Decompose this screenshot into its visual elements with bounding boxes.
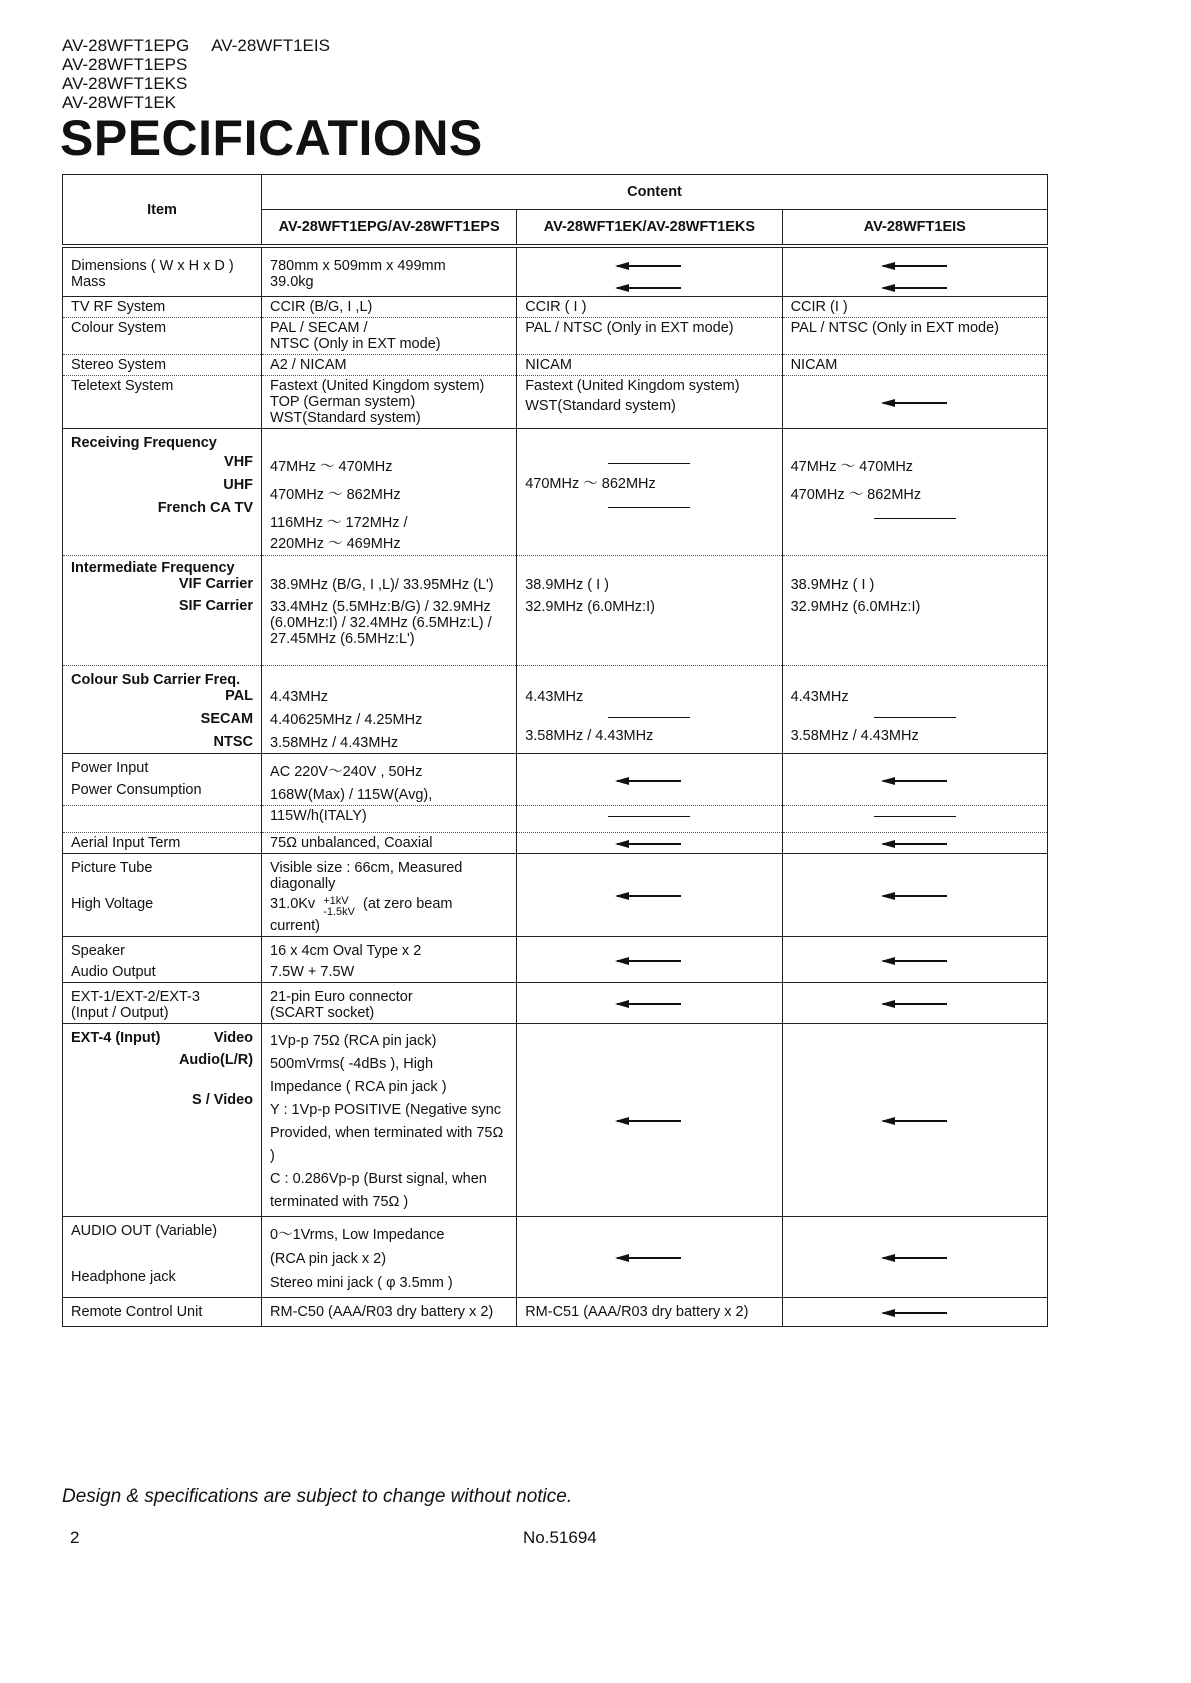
cell-value: (RCA pin jack x 2) [270, 1251, 387, 1267]
cell-value: 7.5W + 7.5W [270, 964, 355, 980]
cell-value: 38.9MHz (B/G, I ,L)/ 33.95MHz (L') [270, 577, 494, 593]
cell-value: 32.9MHz (6.0MHz:I) [525, 599, 655, 615]
table-row [63, 1024, 1048, 1217]
table-row [63, 1298, 1048, 1327]
table-row [63, 1217, 1048, 1298]
row-label: Power Consumption [71, 782, 202, 798]
table-row [63, 297, 1048, 318]
cell-value: 4.43MHz [790, 689, 849, 705]
cell-value: Fastext (United Kingdom system) [525, 378, 740, 394]
sub-label: PAL [225, 688, 254, 704]
page-title: SPECIFICATIONS [60, 110, 483, 166]
sub-label: SIF Carrier [178, 598, 254, 614]
cell-value: Stereo mini jack ( φ 3.5mm ) [270, 1275, 453, 1291]
same-as-left-arrow-icon [525, 1250, 773, 1264]
specifications-table [62, 174, 1048, 1327]
same-as-left-arrow-icon [791, 888, 1039, 902]
sub-label: VHF [224, 454, 254, 470]
same-as-left-arrow-icon [525, 1113, 773, 1127]
row-label: Mass [71, 274, 106, 290]
cell-value: (at zero beam [363, 896, 453, 912]
cell-value: 38.9MHz ( I ) [790, 577, 875, 593]
cell-value: 4.40625MHz / 4.25MHz [270, 712, 423, 728]
cell-value: NICAM [782, 355, 1047, 376]
row-label: Colour Sub Carrier Freq. [71, 672, 241, 688]
not-applicable-dash [608, 816, 690, 817]
row-label: High Voltage [71, 896, 154, 912]
row-label: Power Input [71, 760, 149, 776]
same-as-left-arrow-icon [791, 258, 1039, 272]
cell-value: WST(Standard system) [525, 398, 676, 414]
cell-value: RM-C51 (AAA/R03 dry battery x 2) [517, 1298, 782, 1327]
cell-value: CCIR ( I ) [517, 297, 782, 318]
row-label: Teletext System [63, 376, 262, 429]
not-applicable-dash [608, 463, 690, 464]
same-as-left-arrow-icon [791, 1113, 1039, 1127]
same-as-left-arrow-icon [525, 996, 773, 1010]
tolerance-minus: -1.5kV [323, 906, 356, 918]
sub-label: Video [213, 1030, 254, 1046]
table-row [63, 429, 1048, 556]
content-header: Content [262, 175, 1048, 210]
sub-label: SECAM [200, 711, 254, 727]
cell-value: 1Vp-p 75Ω (RCA pin jack) [270, 1033, 437, 1049]
table-row [63, 556, 1048, 666]
table-row [63, 318, 1048, 355]
row-label: Picture Tube [71, 860, 153, 876]
table-row [63, 983, 1048, 1024]
sub-label: Audio(L/R) [178, 1052, 254, 1068]
cell-value: CCIR (B/G, I ,L) [262, 297, 517, 318]
cell-value: NTSC (Only in EXT mode) [270, 336, 441, 352]
not-applicable-dash [874, 816, 956, 817]
cell-value: 32.9MHz (6.0MHz:I) [790, 599, 921, 615]
row-label: Stereo System [63, 355, 262, 376]
cell-value: PAL / NTSC (Only in EXT mode) [782, 318, 1047, 355]
cell-value: 168W(Max) / 115W(Avg), [270, 787, 433, 803]
cell-value: PAL / SECAM / [270, 320, 368, 336]
cell-value: current) [270, 918, 320, 934]
row-label: Remote Control Unit [63, 1298, 262, 1327]
document-number: No.51694 [523, 1528, 597, 1547]
cell-value: NICAM [517, 355, 782, 376]
model-name: AV-28WFT1EIS [211, 36, 330, 55]
cell-value: 115W/h(ITALY) [262, 806, 517, 833]
row-label: TV RF System [63, 297, 262, 318]
same-as-left-arrow-icon [791, 773, 1039, 787]
column-header-c: AV-28WFT1EIS [782, 210, 1047, 247]
cell-value: 75Ω unbalanced, Coaxial [262, 833, 517, 854]
table-row [63, 666, 1048, 754]
same-as-left-arrow-icon [791, 836, 1039, 850]
row-label: Intermediate Frequency [71, 560, 235, 576]
cell-value: RM-C50 (AAA/R03 dry battery x 2) [262, 1298, 517, 1327]
cell-value: A2 / NICAM [262, 355, 517, 376]
table-row [63, 376, 1048, 429]
same-as-left-arrow-icon [791, 1250, 1039, 1264]
table-row [63, 754, 1048, 806]
cell-value: 33.4MHz (5.5MHz:B/G) / 32.9MHz (6.0MHz:I) / 32.4MHz (6.5MHz:L) / 27.45MHz (6.5MHz:L') [270, 599, 492, 647]
cell-value: TOP (German system) [270, 394, 416, 410]
cell-value: 780mm x 509mm x 499mm [270, 258, 446, 274]
same-as-left-arrow-icon [525, 280, 773, 294]
cell-value: PAL / NTSC (Only in EXT mode) [517, 318, 782, 355]
sub-label: French CA TV [157, 500, 254, 516]
cell-value: Visible size : 66cm, Measured diagonally [270, 860, 463, 892]
model-name: AV-28WFT1EPG [62, 36, 190, 55]
column-header-a: AV-28WFT1EPG/AV-28WFT1EPS [262, 210, 517, 247]
table-row [63, 854, 1048, 937]
row-label: Dimensions ( W x H x D ) [71, 258, 234, 274]
row-label: (Input / Output) [71, 1005, 169, 1021]
cell-value: 4.43MHz [270, 689, 329, 705]
row-label: EXT-4 (Input) [71, 1030, 161, 1046]
sub-label: NTSC [213, 734, 254, 750]
same-as-left-arrow-icon [525, 953, 773, 967]
cell-value: AC 220V～240V , 50Hz [270, 764, 423, 780]
same-as-left-arrow-icon [791, 395, 1039, 409]
model-name: AV-28WFT1EK [62, 93, 176, 112]
model-name: AV-28WFT1EKS [62, 74, 188, 93]
cell-value: 16 x 4cm Oval Type x 2 [270, 943, 422, 959]
cell-value: 3.58MHz / 4.43MHz [790, 728, 919, 744]
not-applicable-dash [874, 717, 956, 718]
cell-value: 116MHz ～ 172MHz / [270, 515, 408, 531]
same-as-left-arrow-icon [525, 258, 773, 272]
same-as-left-arrow-icon [791, 953, 1039, 967]
same-as-left-arrow-icon [525, 773, 773, 787]
cell-value: 38.9MHz ( I ) [525, 577, 609, 593]
not-applicable-dash [608, 507, 690, 508]
not-applicable-dash [608, 717, 690, 718]
same-as-left-arrow-icon [791, 1305, 1039, 1319]
cell-value: 39.0kg [270, 274, 314, 290]
sub-label: UHF [223, 477, 254, 493]
cell-value: Fastext (United Kingdom system) [270, 378, 485, 394]
item-header: Item [63, 175, 262, 247]
same-as-left-arrow-icon [525, 888, 773, 902]
model-list [62, 36, 330, 112]
same-as-left-arrow-icon [791, 280, 1039, 294]
cell-value: 3.58MHz / 4.43MHz [525, 728, 654, 744]
column-header-b: AV-28WFT1EK/AV-28WFT1EKS [517, 210, 782, 247]
cell-value: C : 0.286Vp-p (Burst signal, when terminated with 75Ω ) [270, 1171, 487, 1210]
cell-value: 470MHz ～ 862MHz [525, 476, 656, 492]
page-number: 2 [70, 1528, 80, 1547]
row-label: Headphone jack [71, 1269, 176, 1285]
row-label: Colour System [63, 318, 262, 355]
cell-value: 470MHz ～ 862MHz [270, 487, 401, 503]
cell-value: 0～1Vrms, Low Impedance [270, 1227, 445, 1243]
cell-value: 21-pin Euro connector [270, 989, 413, 1005]
cell-value: 31.0Kv [270, 896, 316, 912]
tolerance-plus: +1kV [323, 895, 349, 907]
row-label: Receiving Frequency [71, 435, 217, 451]
row-label: Audio Output [71, 964, 156, 980]
disclaimer-note: Design & specifications are subject to change without notice. [62, 1486, 573, 1507]
table-row [63, 806, 1048, 833]
same-as-left-arrow-icon [525, 836, 773, 850]
row-label: Aerial Input Term [63, 833, 262, 854]
cell-value: 470MHz ～ 862MHz [790, 487, 922, 503]
model-name: AV-28WFT1EPS [62, 55, 188, 74]
cell-value: 220MHz ～ 469MHz [270, 536, 401, 552]
not-applicable-dash [874, 518, 956, 519]
cell-value: WST(Standard system) [270, 410, 421, 426]
cell-value: 500mVrms( -4dBs ), High Impedance ( RCA pin jack ) [270, 1056, 447, 1095]
cell-value: CCIR (I ) [782, 297, 1047, 318]
row-label: Speaker [71, 943, 126, 959]
cell-value: 47MHz ～ 470MHz [270, 459, 393, 475]
row-label: AUDIO OUT (Variable) [71, 1223, 218, 1239]
table-row [63, 833, 1048, 854]
cell-value: 3.58MHz / 4.43MHz [270, 735, 399, 751]
cell-value: 4.43MHz [525, 689, 584, 705]
sub-label: S / Video [192, 1092, 254, 1108]
same-as-left-arrow-icon [791, 996, 1039, 1010]
cell-value: Y : 1Vp-p POSITIVE (Negative sync Provided, when terminated with 75Ω ) [270, 1102, 504, 1164]
table-row [63, 355, 1048, 376]
cell-value: (SCART socket) [270, 1005, 375, 1021]
cell-value: 47MHz ～ 470MHz [790, 459, 914, 475]
row-label: EXT-1/EXT-2/EXT-3 [71, 989, 200, 1005]
table-row [63, 937, 1048, 983]
table-row [63, 246, 1048, 297]
sub-label: VIF Carrier [178, 576, 254, 592]
